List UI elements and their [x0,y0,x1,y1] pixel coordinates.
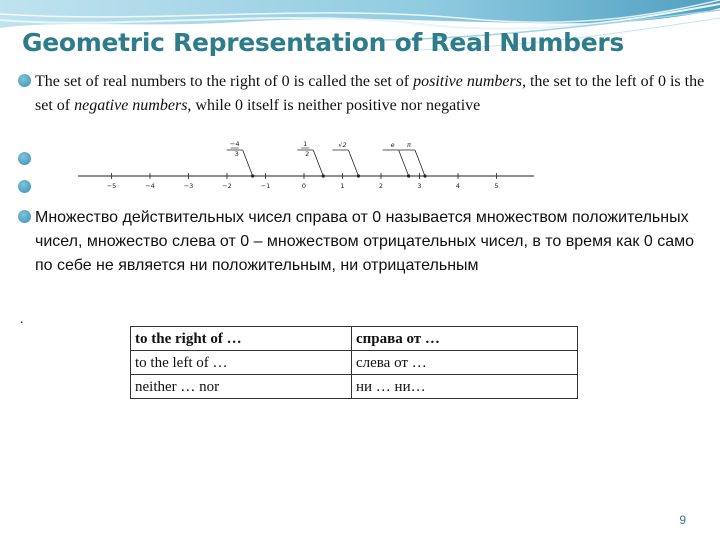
text-run: The set of real numbers to the right of 0 is called the set of [35,73,414,90]
point-leader-line [243,150,253,176]
bullet-dot-icon [18,152,31,165]
tick-label: −3 [183,182,194,190]
table-row [131,375,578,399]
point-leader-line [415,150,425,176]
text-run: , the set to the left of 0 is the set of [35,73,705,114]
text-run: , while 0 itself is neither positive nor negative [187,97,481,114]
bullet-text: Множество действительных чисел справа от 0 называется множеством положительных чисел, множество слева от 0 – множеством отрицательных чисел, в то время как 0 само по себе не является ни положительным, ни отрицательным [35,209,695,274]
tick-label: 3 [417,182,422,190]
tick-label: 2 [378,182,384,190]
bullet-dot-icon [18,180,31,193]
point-leader-line [399,150,409,176]
tick-label: −2 [222,182,232,190]
point-label: π [406,141,411,149]
number-line [76,134,538,192]
tick-label: 1 [340,182,345,190]
number-line-figure [76,134,538,192]
bullet-dot-icon [18,210,31,223]
point-leader-line [348,150,358,176]
table-cell-english: to the left of … [131,351,352,375]
point-marker [407,174,410,177]
point-label-numerator: −4 [229,140,240,148]
point-label-numerator: 1 [303,140,308,148]
bullet-dot-icon [18,74,31,87]
point-label: √2 [338,141,347,149]
tick-label: −5 [106,182,117,190]
tick-label: −1 [260,182,271,190]
table-row [131,351,578,375]
point-label-denominator: 2 [305,150,310,158]
stray-period: . [20,312,24,327]
point-marker [251,174,254,177]
point-label-denominator: 3 [234,150,239,158]
tick-label: 5 [494,182,499,190]
term-negative-numbers: negative numbers [74,97,188,114]
slide-title: Geometric Representation of Real Numbers [22,28,625,57]
tick-label: 0 [301,182,307,190]
page-number: 9 [679,513,686,527]
table-cell-english: neither … nor [131,375,352,399]
table-cell-russian: слева от … [352,351,578,375]
point-leader-line [313,150,323,176]
point-marker [322,174,325,177]
table-cell-russian: ни … ни… [352,375,578,399]
point-label: e [390,141,395,149]
table-cell-russian: справа от … [352,327,578,351]
tick-label: −4 [145,182,155,190]
bullet-text [35,70,707,118]
point-marker [423,174,426,177]
term-positive-numbers: positive numbers [413,73,522,90]
vocabulary-table [130,326,578,399]
table-row [131,327,578,351]
table-cell-english: to the right of … [131,327,352,351]
tick-label: 4 [455,182,461,190]
point-marker [357,174,360,177]
